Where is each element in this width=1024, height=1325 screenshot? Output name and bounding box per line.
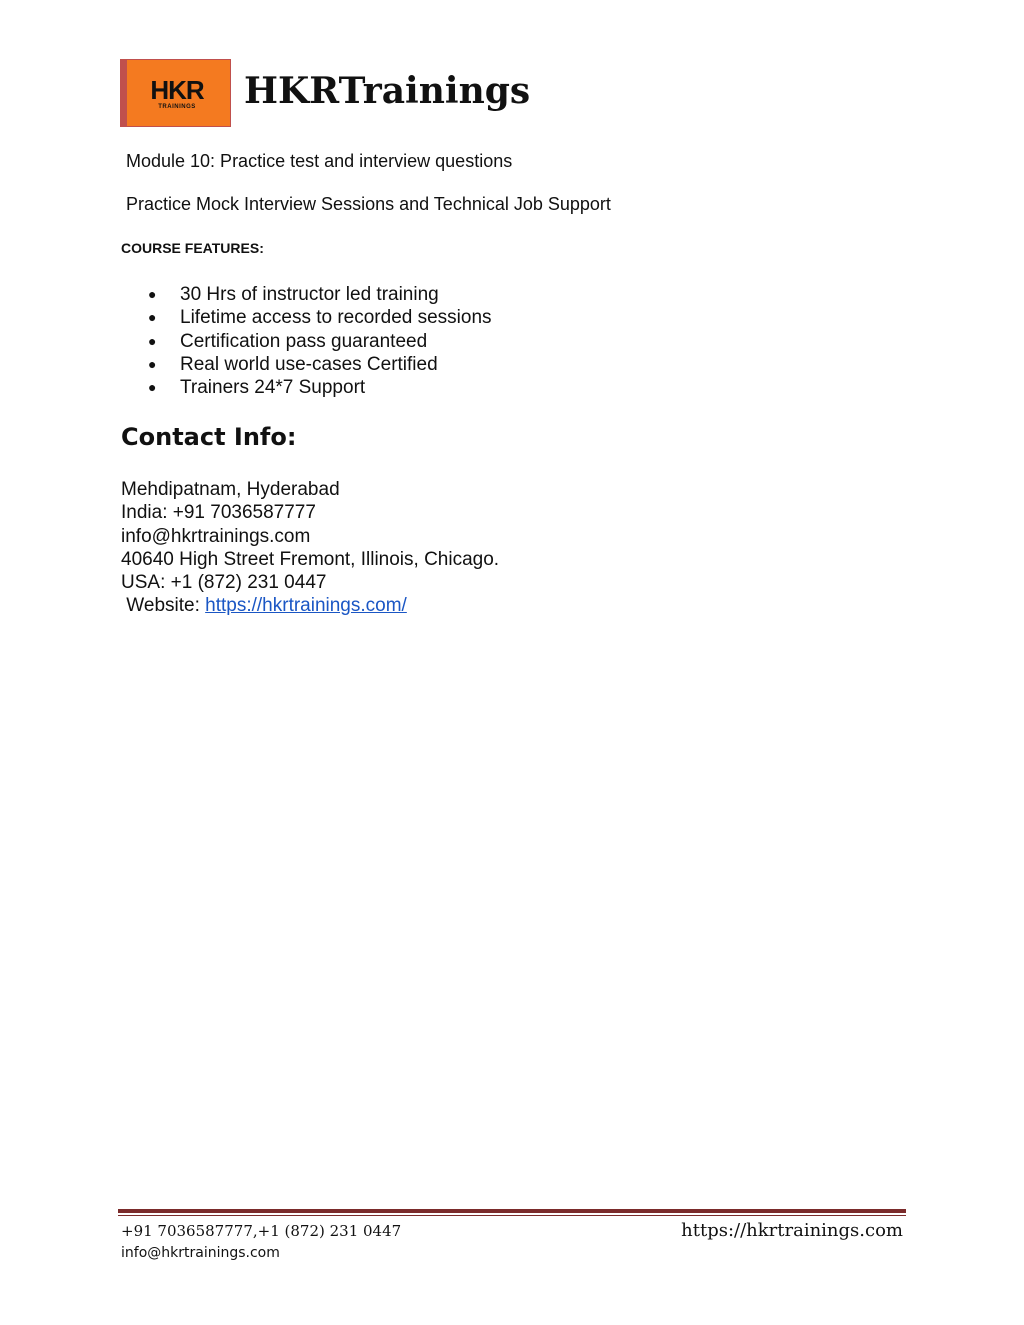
india-phone: India: +91 7036587777 <box>121 502 316 524</box>
logo-sub-text: TRAININGS <box>158 104 196 110</box>
website-label: Website: <box>126 595 200 617</box>
list-item <box>148 330 492 353</box>
mock-interview-line: Practice Mock Interview Sessions and Technical Job Support <box>126 194 611 214</box>
logo-mark <box>149 74 205 114</box>
bullet-icon: ● <box>148 309 157 326</box>
address-line: Mehdipatnam, Hyderabad <box>121 479 340 500</box>
logo-mark-text: HKR <box>150 75 204 105</box>
website-line <box>121 594 499 617</box>
contact-email: info@hkrtrainings.com <box>121 525 311 547</box>
footer-divider <box>118 1209 906 1213</box>
website-link[interactable]: https://hkrtrainings.com/ <box>205 595 407 617</box>
course-features-heading: COURSE FEATURES: <box>121 240 264 256</box>
module-10-line: Module 10: Practice test and interview questions <box>126 151 513 171</box>
footer-url: https://hkrtrainings.com <box>681 1220 903 1241</box>
logo <box>120 59 231 127</box>
features-list <box>148 283 492 399</box>
footer-email: info@hkrtrainings.com <box>121 1245 280 1261</box>
brand-title: HKRTrainings <box>244 70 531 112</box>
contact-block <box>121 478 499 618</box>
feature-text: Trainers 24*7 Support <box>180 377 366 399</box>
bullet-icon: ● <box>148 332 157 349</box>
list-item <box>148 353 492 376</box>
list-item <box>148 306 492 329</box>
feature-text: 30 Hrs of instructor led training <box>180 284 439 305</box>
usa-phone: USA: +1 (872) 231 0447 <box>121 572 327 594</box>
bullet-icon: ● <box>148 286 157 302</box>
feature-text: Certification pass guaranteed <box>180 330 428 352</box>
bullet-icon: ● <box>148 355 157 372</box>
list-item <box>148 283 492 306</box>
logo-stripe <box>121 60 127 126</box>
contact-info-heading: Contact Info: <box>121 423 297 451</box>
bullet-icon: ● <box>148 379 157 396</box>
feature-text: Lifetime access to recorded sessions <box>180 307 492 329</box>
list-item <box>148 376 492 399</box>
footer-divider-thin <box>118 1215 906 1216</box>
footer-phones: +91 7036587777,+1 (872) 231 0447 <box>121 1222 402 1240</box>
feature-text: Real world use-cases Certified <box>180 353 438 375</box>
us-address: 40640 High Street Fremont, Illinois, Chicago. <box>121 548 500 570</box>
